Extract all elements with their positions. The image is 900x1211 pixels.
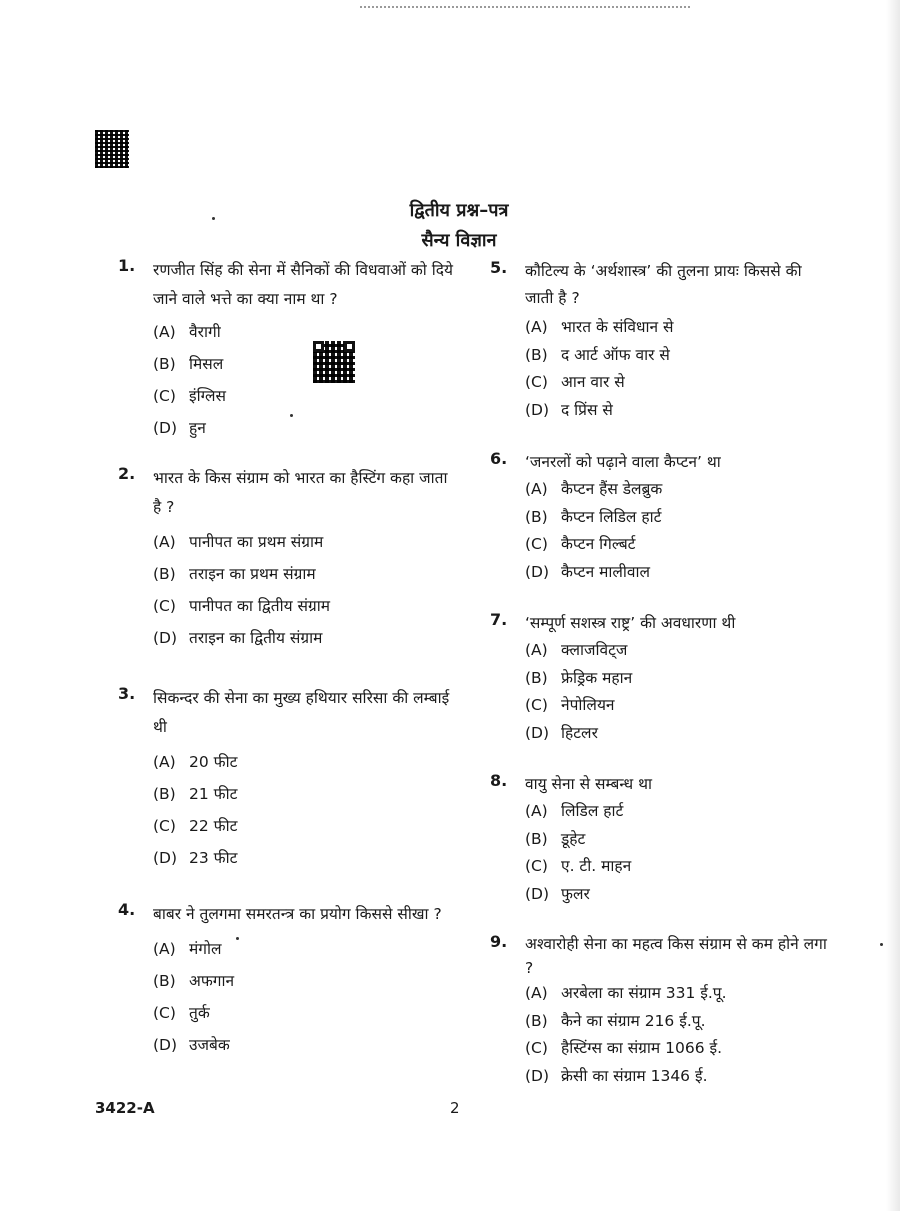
option-letter: (B) xyxy=(153,355,176,373)
option-b[interactable] xyxy=(525,826,830,854)
option-d[interactable] xyxy=(525,720,830,748)
option-letter: (C) xyxy=(525,857,548,875)
option-text: पानीपत का द्वितीय संग्राम xyxy=(189,597,331,615)
option-letter: (A) xyxy=(153,533,176,551)
option-d[interactable] xyxy=(153,412,458,444)
question-1 xyxy=(118,256,458,444)
option-b[interactable] xyxy=(525,665,830,693)
option-c[interactable] xyxy=(525,369,830,397)
scan-speck xyxy=(290,414,293,417)
option-c[interactable] xyxy=(525,531,830,559)
option-text: अफगान xyxy=(189,972,235,990)
option-text: हिटलर xyxy=(561,723,598,742)
option-letter: (B) xyxy=(525,507,548,526)
question-text: ‘सम्पूर्ण सशस्त्र राष्ट्र’ की अवधारणा थी xyxy=(525,614,736,632)
option-a[interactable] xyxy=(153,746,458,778)
option-letter: (B) xyxy=(153,565,176,583)
option-text: उजबेक xyxy=(189,1036,230,1054)
paper-code: 3422-A xyxy=(95,1099,155,1117)
option-text: 21 फीट xyxy=(189,785,238,803)
option-text: हुन xyxy=(189,419,206,437)
option-text: मंगोल xyxy=(189,940,222,958)
option-letter: (A) xyxy=(525,480,548,498)
option-letter: (C) xyxy=(525,1039,548,1057)
option-c[interactable] xyxy=(153,590,458,622)
option-text: लिडिल हार्ट xyxy=(561,802,624,820)
option-text: तराइन का द्वितीय संग्राम xyxy=(189,629,323,647)
option-letter: (A) xyxy=(525,318,548,336)
question-text: कौटिल्य के ‘अर्थशास्त्र’ की तुलना प्रायः किससे की जाती है ? xyxy=(525,262,802,307)
option-letter: (A) xyxy=(153,323,176,341)
question-4 xyxy=(118,900,458,1061)
option-letter: (B) xyxy=(153,972,176,990)
question-number: 1. xyxy=(118,256,136,275)
option-letter: (D) xyxy=(153,849,178,867)
option-letter: (D) xyxy=(153,1036,178,1054)
question-text: अश्वारोही सेना का महत्व किस संग्राम से कम होने लगा ? xyxy=(525,935,827,977)
page-edge xyxy=(886,0,900,1211)
option-a[interactable] xyxy=(525,476,830,504)
option-letter: (A) xyxy=(153,940,176,958)
top-scan-strip xyxy=(360,0,690,8)
option-letter: (C) xyxy=(525,535,548,553)
option-text: तुर्क xyxy=(189,1004,210,1022)
option-d[interactable] xyxy=(525,1063,830,1091)
question-number: 9. xyxy=(490,932,508,951)
option-text: इंग्लिस xyxy=(189,387,226,405)
question-3 xyxy=(118,684,458,874)
scan-speck xyxy=(880,943,883,946)
option-c[interactable] xyxy=(525,1035,830,1063)
scan-speck xyxy=(212,217,215,220)
option-letter: (B) xyxy=(525,829,548,848)
option-text: डूहेट xyxy=(561,829,586,848)
option-text: फ्रेड्रिक महान xyxy=(561,668,633,687)
option-b[interactable] xyxy=(153,778,458,810)
option-d[interactable] xyxy=(153,622,458,654)
option-text: द आर्ट ऑफ वार से xyxy=(561,345,670,364)
option-a[interactable] xyxy=(153,316,458,348)
paper-title: द्वितीय प्रश्न–पत्र xyxy=(409,200,509,221)
option-text: तराइन का प्रथम संग्राम xyxy=(189,565,316,583)
option-text: कैने का संग्राम 216 ई.पू. xyxy=(561,1011,706,1030)
option-b[interactable] xyxy=(525,342,830,370)
option-d[interactable] xyxy=(153,842,458,874)
question-text: रणजीत सिंह की सेना में सैनिकों की विधवाओं को दिये जाने वाले भत्ते का क्या नाम था ? xyxy=(153,261,453,308)
option-a[interactable] xyxy=(525,980,830,1008)
left-column xyxy=(118,256,458,1061)
option-b[interactable] xyxy=(153,348,458,380)
question-number: 6. xyxy=(490,449,508,468)
option-a[interactable] xyxy=(153,933,458,965)
option-d[interactable] xyxy=(525,559,830,587)
question-9 xyxy=(490,932,830,1090)
option-text: नेपोलियन xyxy=(561,696,615,714)
option-text: 22 फीट xyxy=(189,817,238,835)
option-text: 23 फीट xyxy=(189,849,238,867)
option-d[interactable] xyxy=(525,397,830,425)
question-text: ‘जनरलों को पढ़ाने वाला कैप्टन’ था xyxy=(525,453,721,471)
option-letter: (A) xyxy=(525,641,548,659)
option-b[interactable] xyxy=(525,1008,830,1036)
option-a[interactable] xyxy=(525,314,830,342)
question-number: 7. xyxy=(490,610,508,629)
right-column xyxy=(490,258,830,1090)
option-letter: (D) xyxy=(153,629,178,647)
option-c[interactable] xyxy=(525,853,830,881)
option-b[interactable] xyxy=(525,504,830,532)
option-text: वैरागी xyxy=(189,323,221,341)
option-b[interactable] xyxy=(153,965,458,997)
option-text: अरबेला का संग्राम 331 ई.पू. xyxy=(561,984,727,1002)
option-text: आन वार से xyxy=(561,373,625,391)
option-text: भारत के संविधान से xyxy=(561,318,674,336)
option-c[interactable] xyxy=(153,380,458,412)
option-text: कैप्टन मालीवाल xyxy=(561,562,651,581)
option-letter: (C) xyxy=(153,1004,176,1022)
option-c[interactable] xyxy=(153,810,458,842)
option-text: कैप्टन गिल्बर्ट xyxy=(561,535,636,553)
option-letter: (C) xyxy=(153,597,176,615)
question-8 xyxy=(490,771,830,908)
question-number: 8. xyxy=(490,771,508,790)
question-5 xyxy=(490,258,830,424)
question-6 xyxy=(490,449,830,586)
option-text: 20 फीट xyxy=(189,753,238,771)
barcode-icon xyxy=(95,130,129,168)
question-number: 2. xyxy=(118,464,136,483)
scan-speck xyxy=(236,937,239,940)
option-letter: (D) xyxy=(153,419,178,437)
subject-title: सैन्य विज्ञान xyxy=(421,230,497,251)
option-text: पानीपत का प्रथम संग्राम xyxy=(189,533,324,551)
option-d[interactable] xyxy=(153,1029,458,1061)
option-letter: (A) xyxy=(525,984,548,1002)
question-number: 4. xyxy=(118,900,136,919)
question-text: सिकन्दर की सेना का मुख्य हथियार सरिसा की लम्बाई थी xyxy=(153,689,450,736)
option-letter: (A) xyxy=(153,753,176,771)
option-letter: (D) xyxy=(525,400,550,419)
question-text: भारत के किस संग्राम को भारत का हैस्टिंग कहा जाता है ? xyxy=(153,469,448,516)
option-a[interactable] xyxy=(153,526,458,558)
question-number: 5. xyxy=(490,258,508,277)
option-text: क्लाजविट्ज xyxy=(561,641,628,659)
option-c[interactable] xyxy=(153,997,458,1029)
option-letter: (C) xyxy=(153,817,176,835)
option-a[interactable] xyxy=(525,637,830,665)
option-letter: (B) xyxy=(525,668,548,687)
question-text: वायु सेना से सम्बन्ध था xyxy=(525,775,653,793)
option-letter: (C) xyxy=(525,696,548,714)
option-letter: (C) xyxy=(153,387,176,405)
option-letter: (D) xyxy=(525,562,550,581)
option-text: द प्रिंस से xyxy=(561,400,613,419)
page-number: 2 xyxy=(450,1099,460,1117)
option-letter: (B) xyxy=(525,1011,548,1030)
option-d[interactable] xyxy=(525,881,830,909)
option-text: फुलर xyxy=(561,884,590,903)
option-letter: (B) xyxy=(153,785,176,803)
question-number: 3. xyxy=(118,684,136,703)
option-letter: (D) xyxy=(525,1066,550,1085)
option-c[interactable] xyxy=(525,692,830,720)
option-b[interactable] xyxy=(153,558,458,590)
option-letter: (A) xyxy=(525,802,548,820)
question-7 xyxy=(490,610,830,747)
option-letter: (D) xyxy=(525,723,550,742)
option-letter: (C) xyxy=(525,373,548,391)
option-letter: (D) xyxy=(525,884,550,903)
option-text: हैस्टिंग्स का संग्राम 1066 ई. xyxy=(561,1039,723,1057)
option-text: कैप्टन लिडिल हार्ट xyxy=(561,507,662,526)
option-text: ए. टी. माहन xyxy=(561,857,632,875)
option-text: मिसल xyxy=(189,355,224,373)
option-a[interactable] xyxy=(525,798,830,826)
question-2 xyxy=(118,464,458,654)
option-text: कैप्टन हैंस डेलब्रुक xyxy=(561,480,663,498)
question-text: बाबर ने तुलगमा समरतन्त्र का प्रयोग किससे सीखा ? xyxy=(153,905,442,923)
option-letter: (B) xyxy=(525,345,548,364)
option-text: क्रेसी का संग्राम 1346 ई. xyxy=(561,1066,708,1085)
